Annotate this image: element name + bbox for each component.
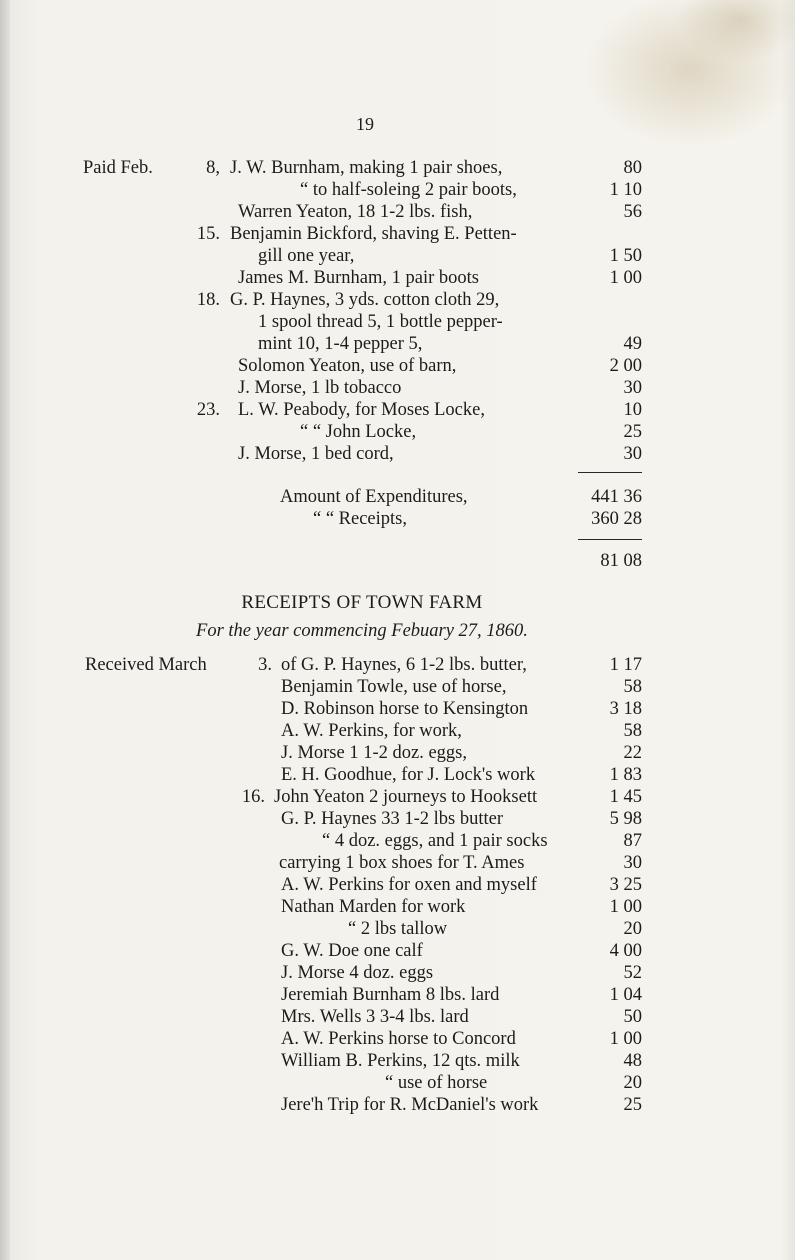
entry-description: Jeremiah Burnham 8 lbs. lard	[281, 985, 500, 1005]
entry-description: Benjamin Bickford, shaving E. Petten-	[230, 224, 517, 244]
entry-amount: 52	[623, 963, 642, 983]
entry-day: 23.	[196, 400, 220, 420]
totals-rule-top	[578, 472, 642, 473]
entry-amount: 1 83	[609, 765, 642, 785]
entry-day: 18.	[196, 290, 220, 310]
entry-description: J. Morse 1 1-2 doz. eggs,	[281, 743, 468, 763]
page-number: 19	[356, 114, 374, 134]
entry-description: A. W. Perkins for oxen and myself	[281, 875, 537, 895]
entry-description: Solomon Yeaton, use of barn,	[238, 356, 457, 376]
entry-description: D. Robinson horse to Kensington	[281, 699, 529, 719]
entry-description: “ to half-soleing 2 pair boots,	[300, 180, 517, 200]
entry-amount: 25	[623, 422, 642, 442]
entry-description: “ use of horse	[385, 1073, 488, 1093]
receipts-total-label: “ “ Receipts,	[313, 509, 407, 529]
entry-amount: 5 98	[609, 809, 642, 829]
entry-description: J. Morse 4 doz. eggs	[281, 963, 434, 983]
entry-description: mint 10, 1-4 pepper 5,	[258, 334, 423, 354]
entry-description: L. W. Peabody, for Moses Locke,	[238, 400, 485, 420]
entry-amount: 1 45	[609, 787, 642, 807]
entry-description: Nathan Marden for work	[281, 897, 466, 917]
entry-amount: 56	[623, 202, 642, 222]
entry-amount: 30	[623, 853, 642, 873]
balance-amount: 81 08	[600, 551, 642, 571]
entry-amount: 20	[623, 1073, 642, 1093]
entry-description: 1 spool thread 5, 1 bottle pepper-	[258, 312, 503, 332]
entry-description: J. W. Burnham, making 1 pair shoes,	[230, 158, 503, 178]
entry-date-label: Paid Feb.	[83, 158, 153, 178]
entry-amount: 50	[623, 1007, 642, 1027]
entry-description: Benjamin Towle, use of horse,	[281, 677, 507, 697]
expenditures-total-amount: 441 36	[591, 487, 642, 507]
entry-day: 15.	[196, 224, 220, 244]
entry-description: “ “ John Locke,	[300, 422, 417, 442]
entry-amount: 20	[623, 919, 642, 939]
entry-day: 16.	[241, 787, 265, 807]
entry-description: J. Morse, 1 bed cord,	[238, 444, 394, 464]
entry-day: 3.	[258, 655, 272, 675]
entry-description: William B. Perkins, 12 qts. milk	[281, 1051, 520, 1071]
entry-amount: 30	[623, 378, 642, 398]
entry-amount: 3 18	[609, 699, 642, 719]
entry-description: “ 4 doz. eggs, and 1 pair socks	[322, 831, 548, 851]
entry-amount: 87	[623, 831, 642, 851]
entry-amount: 58	[623, 721, 642, 741]
section-title: RECEIPTS OF TOWN FARM	[241, 592, 483, 613]
entry-amount: 1 00	[609, 1029, 642, 1049]
entry-amount: 25	[623, 1095, 642, 1115]
entry-amount: 10	[623, 400, 642, 420]
entry-date-label: Received March	[85, 655, 207, 675]
entry-description: gill one year,	[258, 246, 355, 266]
entry-description: E. H. Goodhue, for J. Lock's work	[281, 765, 536, 785]
expenditures-total-label: Amount of Expenditures,	[280, 487, 468, 507]
entry-description: Mrs. Wells 3 3-4 lbs. lard	[281, 1007, 469, 1027]
entry-description: James M. Burnham, 1 pair boots	[238, 268, 479, 288]
totals-rule-bottom	[578, 539, 642, 540]
entry-amount: 30	[623, 444, 642, 464]
entry-amount: 80	[623, 158, 642, 178]
entry-description: carrying 1 box shoes for T. Ames	[279, 853, 525, 873]
entry-description: “ 2 lbs tallow	[348, 919, 448, 939]
entry-description: J. Morse, 1 lb tobacco	[238, 378, 402, 398]
entry-amount: 1 50	[609, 246, 642, 266]
section-subtitle: For the year commencing Febuary 27, 1860.	[196, 621, 528, 641]
entry-description: John Yeaton 2 journeys to Hooksett	[274, 787, 538, 807]
entry-description: Jere'h Trip for R. McDaniel's work	[281, 1095, 539, 1115]
entry-description: Warren Yeaton, 18 1-2 lbs. fish,	[238, 202, 473, 222]
receipts-total-amount: 360 28	[591, 509, 642, 529]
entry-amount: 49	[623, 334, 642, 354]
entry-description: G. P. Haynes 33 1-2 lbs butter	[281, 809, 503, 829]
entry-description: A. W. Perkins, for work,	[281, 721, 462, 741]
entry-amount: 2 00	[609, 356, 642, 376]
entry-amount: 4 00	[609, 941, 642, 961]
entry-amount: 48	[623, 1051, 642, 1071]
entry-description: of G. P. Haynes, 6 1-2 lbs. butter,	[281, 655, 527, 675]
entry-amount: 22	[623, 743, 642, 763]
entry-amount: 1 00	[609, 268, 642, 288]
entry-amount: 3 25	[609, 875, 642, 895]
entry-amount: 1 17	[609, 655, 642, 675]
entry-description: G. P. Haynes, 3 yds. cotton cloth 29,	[230, 290, 500, 310]
entry-amount: 1 10	[609, 180, 642, 200]
entry-amount: 1 04	[609, 985, 642, 1005]
entry-amount: 58	[623, 677, 642, 697]
entry-amount: 1 00	[609, 897, 642, 917]
entry-description: A. W. Perkins horse to Concord	[281, 1029, 516, 1049]
entry-description: G. W. Doe one calf	[281, 941, 423, 961]
entry-day: 8,	[206, 158, 220, 178]
